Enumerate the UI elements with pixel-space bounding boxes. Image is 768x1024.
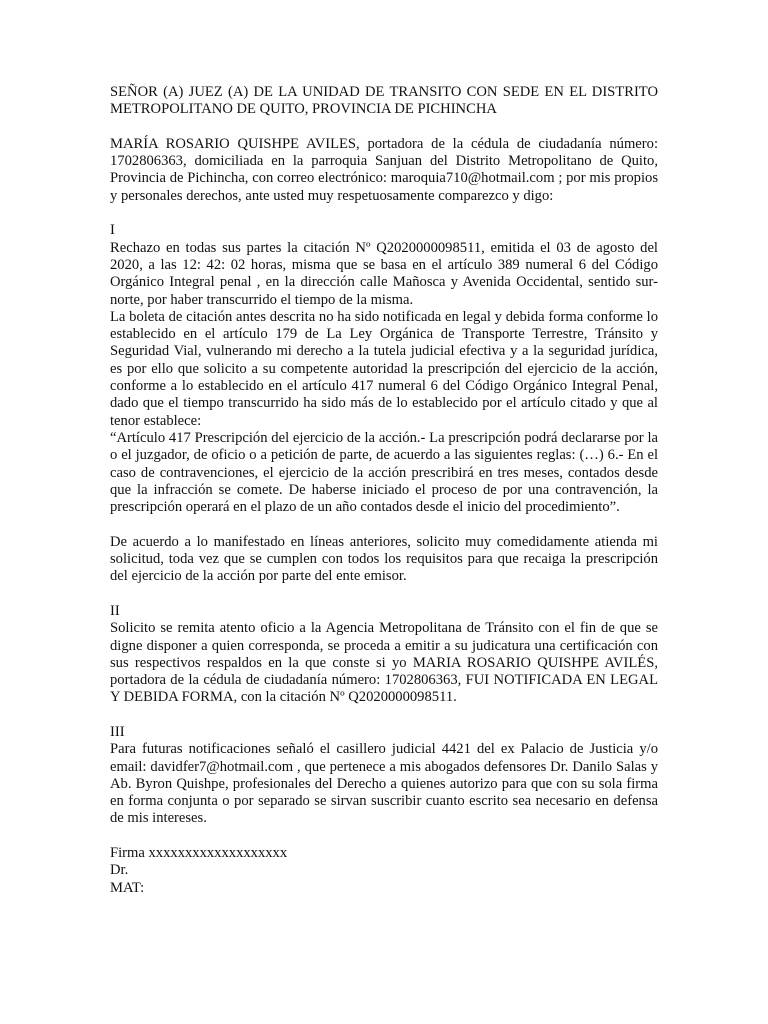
section-1-quote: “Artículo 417 Prescripción del ejercicio de la acción.- La prescripción podrá declararse por la o el juzgador, de oficio o a petición de parte, de acuerdo a las siguientes reglas: (…) 6.- En el caso de contravenciones, el ejercicio de la acción prescribirá en tres meses, contados desde que la infracción se comete. De haberse iniciado el proceso de por una contravención, la prescripción operará en el plazo de un año contados desde el inicio del procedimiento”. — [110, 429, 658, 516]
section-1-paragraph-3: De acuerdo a lo manifestado en líneas anteriores, solicito muy comedidamente atienda mi solicitud, toda vez que se cumplen con todos los requisitos para que recaiga la prescripción del ejercicio de la acción por parte del ente emisor. — [110, 533, 658, 585]
signature-title: Dr. — [110, 862, 129, 879]
intro-paragraph: MARÍA ROSARIO QUISHPE AVILES, portadora de la cédula de ciudadanía número: 1702806363, domiciliada en la parroquia Sanjuan del Distrito Metropolitano de Quito, Provincia de Pichincha, con correo electrónico: maroquia710@hotmail.com ; por mis propios y personales derechos, ante usted muy respetuosamente comparezco y digo: — [110, 135, 658, 204]
addressee-heading: SEÑOR (A) JUEZ (A) DE LA UNIDAD DE TRANSITO CON SEDE EN EL DISTRITO METROPOLITANO DE QUITO, PROVINCIA DE PICHINCHA — [110, 84, 658, 118]
spacer — [110, 707, 658, 724]
spacer — [110, 828, 658, 845]
spacer — [110, 586, 658, 603]
document-page — [110, 84, 658, 897]
spacer — [110, 516, 658, 533]
section-3-paragraph-1: Para futuras notificaciones señaló el casillero judicial 4421 del ex Palacio de Justicia y/o email: davidfer7@hotmail.com , que pertenece a mis abogados defensores Dr. Danilo Salas y Ab. Byron Quishpe, profesionales del Derecho a quienes autorizo para que con su sola firma en forma conjunta o por separado se sirvan suscribir cuanto escrito sea necesario en defensa de mis intereses. — [110, 741, 658, 827]
signature-registration: MAT: — [110, 879, 145, 896]
spacer — [110, 119, 658, 136]
section-1-paragraph-2: La boleta de citación antes descrita no ha sido notificada en legal y debida forma conforme lo establecido en el artículo 179 de La Ley Orgánica de Transporte Terrestre, Tránsito y Seguridad Vial, vulnerando mi derecho a la tutela judicial efectiva y a la seguridad jurídica, es por ello que solicito a su competente autoridad la prescripción del ejercicio de la acción, conforme a lo establecido en el artículo 417 numeral 6 del Código Orgánico Integral Penal, dado que el tiempo transcurrido ha sido más de lo establecido por el artículo citado y que al tenor establece: — [110, 308, 658, 429]
spacer — [110, 205, 658, 222]
section-1-numeral: I — [110, 222, 115, 239]
section-3-numeral: III — [110, 723, 125, 740]
section-1-paragraph-1: Rechazo en todas sus partes la citación Nº Q2020000098511, emitida el 03 de agosto del 2020, a las 12: 42: 02 horas, misma que se basa en el artículo 389 numeral 6 del Código Orgánico Integral penal , en la dirección calle Mañosca y Avenida Occidental, sentido sur-norte, por haber transcurrido el tiempo de la misma. — [110, 239, 658, 308]
signature-line: Firma xxxxxxxxxxxxxxxxxxx — [110, 845, 288, 862]
section-2-paragraph-1: Solicito se remita atento oficio a la Agencia Metropolitana de Tránsito con el fin de que se digne disponer a quien corresponda, se proceda a emitir a su judicatura una certificación con sus respectivos respaldos en la que conste si yo MARIA ROSARIO QUISHPE AVILÉS, portadora de la cédula de ciudadanía número: 1702806363, FUI NOTIFICADA EN LEGAL Y DEBIDA FORMA, con la citación Nº Q2020000098511. — [110, 620, 658, 706]
section-2-numeral: II — [110, 602, 120, 619]
